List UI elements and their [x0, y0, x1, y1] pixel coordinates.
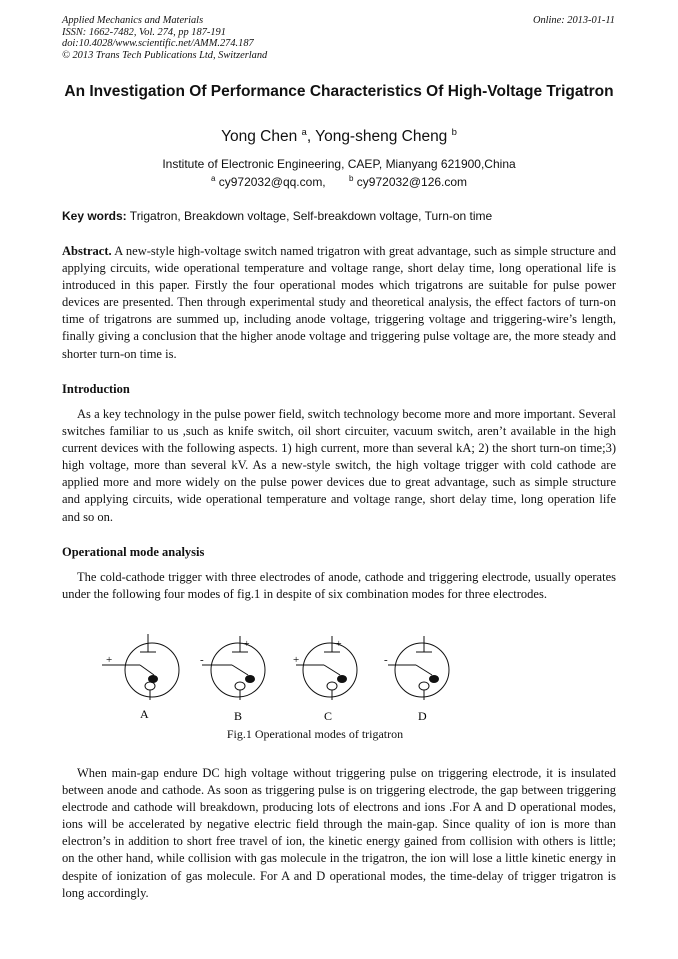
- author-2-affil-mark: b: [451, 127, 457, 138]
- doi-line: doi:10.4028/www.scientific.net/AMM.274.187: [62, 38, 254, 50]
- anode-mark-c: +: [336, 639, 342, 650]
- online-date: Online: 2013-01-11: [532, 15, 615, 26]
- anode-mark-b: +: [244, 639, 250, 650]
- mode-label-a: A: [140, 707, 149, 721]
- body-paragraph: When main-gap endure DC high voltage without triggering pulse on triggering electrode, it is insulated between anode and cathode. As soon as triggering pulse is on triggering electrode, the gap between triggering electrode and cathode will breakdown, producing lots of electrons and ions .For A and D operational modes, ions will be accelerated by negative electric field through the main-gap. Since quality of ion is more than electron’s in addition to short free travel of ion, the kinetic energy gained from collision with others is little; on the other hand, while collision with gas molecule in the trigatron, the ion will lose a little kinetic energy in despite of ionization of gas molecule. For A and D operational modes, the time-delay of trigger trigatron is long accordingly.: [62, 766, 616, 900]
- copyright-line: © 2013 Trans Tech Publications Ltd, Switzerland: [62, 49, 268, 61]
- keywords: [62, 209, 616, 223]
- mode-label-c: C: [324, 709, 333, 723]
- email-b: cy972032@126.com: [356, 175, 468, 189]
- author-2: Yong-sheng Cheng: [315, 128, 448, 146]
- journal-name: Applied Mechanics and Materials: [62, 15, 204, 26]
- email-line: [62, 174, 616, 189]
- section-heading-introduction: Introduction: [62, 382, 130, 396]
- introduction-paragraph: As a key technology in the pulse power field, switch technology become more and more important. Several switches familiar to us ,such as knife switch, oil short circuiter, vacuum switch, aren’t available in the high current devices with the following aspects. 1) high current, more than several kA; 2) the short turn-on time;3) high voltage, more than several kV. As a new-style switch, the high voltage trigger with cold cathode are applied more and more widely on the pulse power devices due to great advantage, such as simple structure and applying circuits, wide operational temperature and voltage range, short delay time, long operation life and so on.: [62, 407, 616, 524]
- trigatron-symbol-b: [202, 636, 265, 700]
- author-line: [62, 127, 616, 146]
- trigatron-symbol-a: [102, 634, 179, 700]
- author-1-affil-mark: a: [301, 127, 307, 138]
- section-heading-operational-mode: Operational mode analysis: [62, 545, 205, 559]
- figure-1-caption: Fig.1 Operational modes of trigatron: [226, 727, 404, 741]
- keywords-label: Key words:: [62, 209, 127, 223]
- operational-mode-paragraph: The cold-cathode trigger with three electrodes of anode, cathode and triggering electrode, usually operates under the following four modes of fig.1 in despite of six combination modes for three electrodes.: [62, 570, 616, 602]
- author-1: Yong Chen: [221, 128, 298, 146]
- email-b-mark: b: [349, 174, 354, 183]
- journal-header: [62, 15, 267, 61]
- trigatron-symbol-d: [388, 636, 449, 700]
- abstract: [62, 243, 616, 363]
- polarity-mark-a: +: [106, 654, 113, 666]
- mode-label-d: D: [418, 709, 427, 723]
- email-a: cy972032@qq.com,: [218, 175, 326, 189]
- keywords-text: Trigatron, Breakdown voltage, Self-breakdown voltage, Turn-on time: [126, 209, 493, 223]
- paper-title: An Investigation Of Performance Characteristics Of High-Voltage Trigatron: [64, 83, 614, 100]
- mode-label-b: B: [234, 709, 243, 723]
- abstract-label: Abstract.: [62, 244, 112, 258]
- author-separator: ,: [306, 128, 316, 146]
- polarity-mark-d: -: [384, 654, 388, 666]
- issn-line: ISSN: 1662-7482, Vol. 274, pp 187-191: [62, 26, 226, 38]
- trigatron-symbol-c: [296, 636, 357, 700]
- email-a-mark: a: [210, 174, 216, 183]
- polarity-mark-c: +: [293, 654, 300, 666]
- affiliation: Institute of Electronic Engineering, CAEP, Mianyang 621900,China: [162, 157, 516, 171]
- polarity-mark-b: -: [200, 654, 204, 666]
- abstract-text: A new-style high-voltage switch named trigatron with great advantage, such as simple structure and applying circuits, wide operational temperature and voltage range, short delay time, long operational life is introduced in this paper. Firstly the four operational modes which trigatrons are suitable for pulse power devices are presented. Then through experimental study and theoretical analysis, the effect factors of turn-on time of trigatrons are summed up, including anode voltage, triggering voltage and triggering-wire’s length, finally giving a conclusion that the higher anode voltage and triggering pulse voltage are, the more steady and shorter turn-on time is.: [62, 244, 616, 361]
